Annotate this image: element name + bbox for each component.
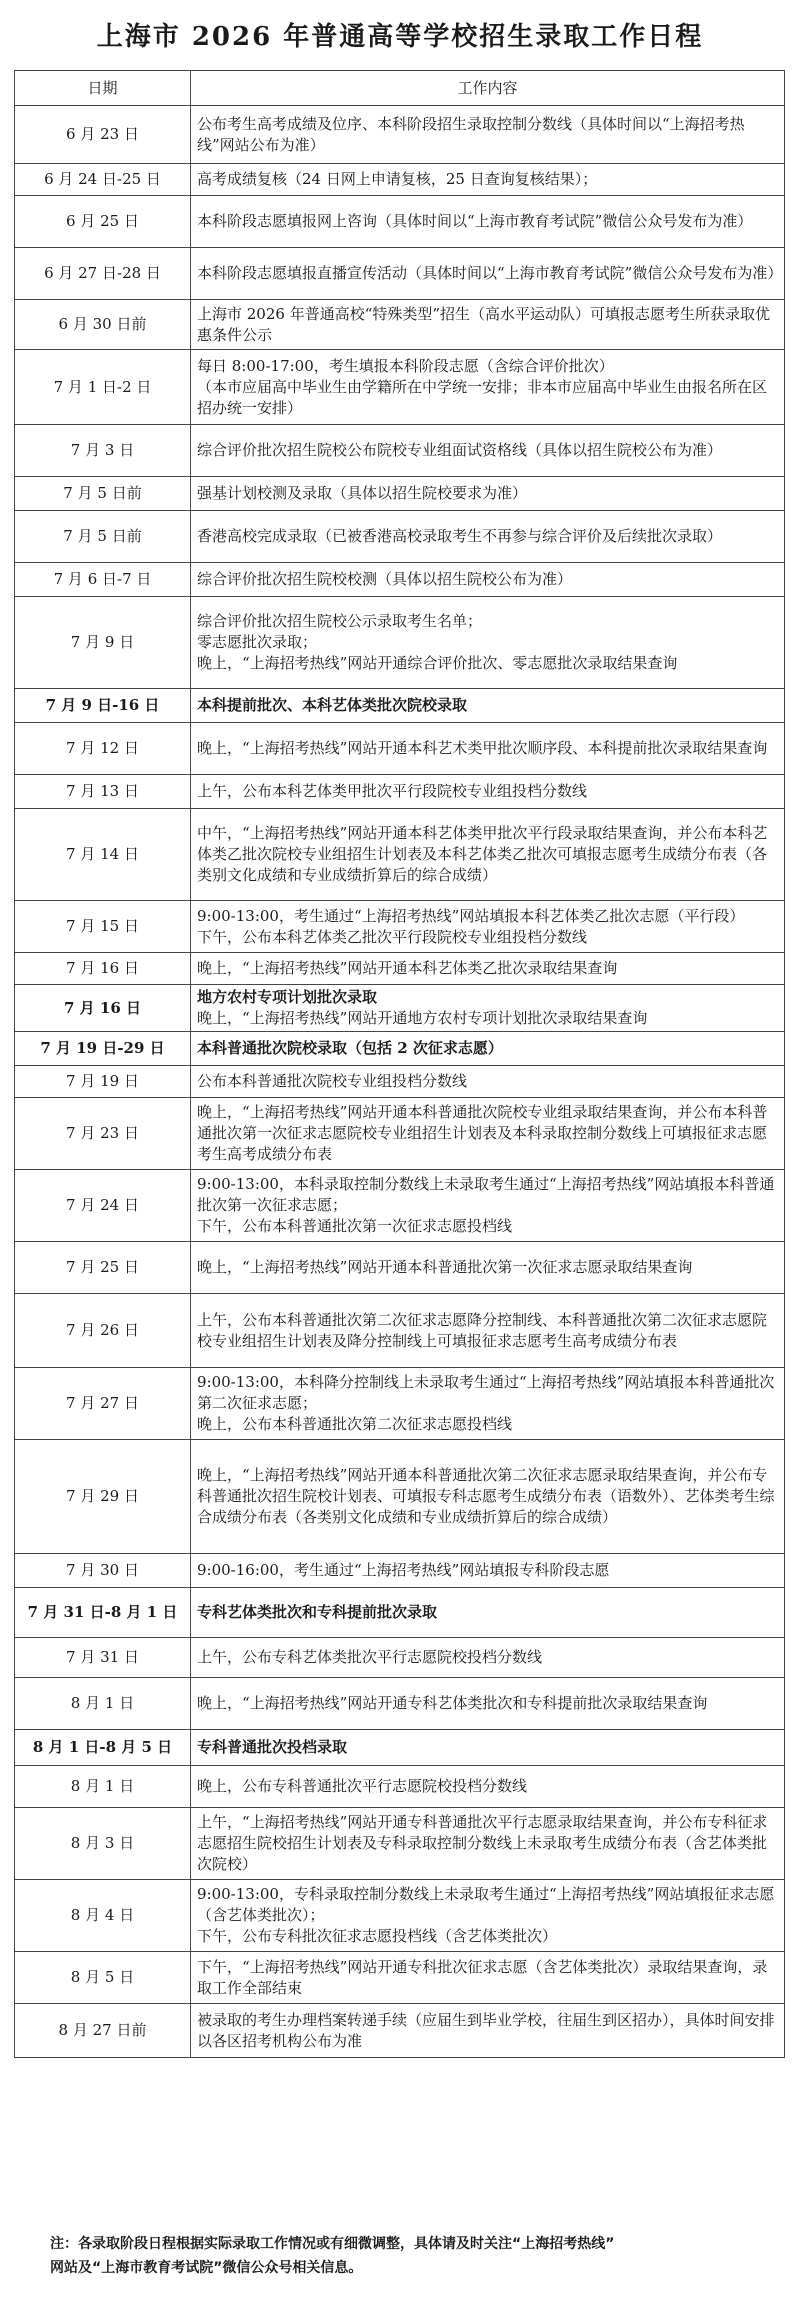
phase-row [15,689,785,723]
footnote-line-2: 网站及“上海市教育考试院”微信公众号相关信息。 [50,2260,363,2276]
row-date: 7 月 25 日 [15,1242,191,1294]
row-content [191,511,785,563]
table-row [15,809,785,901]
row-date: 7 月 5 日前 [15,511,191,563]
row-date: 7 月 16 日 [15,953,191,985]
content-line: 专科普通批次投档录取 [197,1738,348,1756]
table-row [15,1098,785,1170]
row-date: 7 月 14 日 [15,809,191,901]
table-row [15,901,785,953]
row-date: 6 月 30 日前 [15,300,191,350]
row-content [191,164,785,196]
row-content [191,196,785,248]
row-date: 7 月 5 日前 [15,477,191,511]
row-content [191,1766,785,1808]
row-content [191,1032,785,1066]
row-date: 7 月 26 日 [15,1294,191,1368]
row-date: 6 月 23 日 [15,106,191,164]
content-line: 晚上，“上海招考热线”网站开通地方农村专项计划批次录取结果查询 [197,1009,648,1027]
row-date: 7 月 31 日 [15,1638,191,1678]
content-line: 专科艺体类批次和专科提前批次录取 [197,1603,438,1621]
table-row [15,477,785,511]
row-date: 7 月 19 日 [15,1066,191,1098]
content-line: 下午，公布本科普通批次第一次征求志愿投档线 [197,1217,513,1235]
table-row [15,1242,785,1294]
table-row [15,1554,785,1588]
row-content [191,2004,785,2058]
row-date: 8 月 5 日 [15,1952,191,2004]
row-date: 8 月 1 日-8 月 5 日 [15,1730,191,1766]
phase-row [15,1032,785,1066]
table-row [15,1066,785,1098]
row-content [191,723,785,775]
table-row [15,1880,785,1952]
row-date: 7 月 30 日 [15,1554,191,1588]
table-row [15,248,785,300]
content-line: 下午，“上海招考热线”网站开通专科批次征求志愿（含艺体类批次）录取结果查询，录取工作全部结束 [197,1957,768,1997]
content-line: 晚上，公布专科普通批次平行志愿院校投档分数线 [197,1777,528,1795]
row-date: 8 月 1 日 [15,1678,191,1730]
content-line: 综合评价批次招生院校校测（具体以招生院校公布为准） [197,570,573,588]
content-line: 地方农村专项计划批次录取 [197,988,378,1006]
table-row [15,1952,785,2004]
table-row [15,511,785,563]
table-row [15,563,785,597]
content-line: 9:00-13:00，本科录取控制分数线上未录取考生通过“上海招考热线”网站填报本科普通批次第一次征求志愿； [197,1175,775,1214]
content-line: 被录取的考生办理档案转递手续（应届生到毕业学校，往届生到区招办），具体时间安排以各区招考机构公布为准 [197,2010,775,2050]
table-row [15,1678,785,1730]
row-date: 8 月 1 日 [15,1766,191,1808]
row-date: 7 月 3 日 [15,425,191,477]
row-date: 8 月 4 日 [15,1880,191,1952]
table-row [15,106,785,164]
table-row [15,425,785,477]
footnote [50,2232,770,2280]
row-content [191,1952,785,2004]
table-row [15,1170,785,1242]
row-date: 7 月 12 日 [15,723,191,775]
content-line: 9:00-16:00，考生通过“上海招考热线”网站填报专科阶段志愿 [197,1561,610,1579]
row-content [191,1808,785,1880]
content-line: 本科阶段志愿填报直播宣传活动（具体时间以“上海市教育考试院”微信公众号发布为准） [197,264,783,282]
content-line: 零志愿批次录取； [197,633,318,651]
content-line: 每日 8:00-17:00，考生填报本科阶段志愿（含综合评价批次） [197,356,614,375]
row-content [191,1242,785,1294]
row-content [191,597,785,689]
schedule-table [14,70,785,2058]
row-date: 8 月 27 日前 [15,2004,191,2058]
row-date: 7 月 1 日-2 日 [15,350,191,425]
row-content [191,106,785,164]
table-header-row [15,71,785,106]
content-line: 上午，公布专科艺体类批次平行志愿院校投档分数线 [197,1648,543,1666]
footnote-line-1: 注：各录取阶段日程根据实际录取工作情况或有细微调整，具体请及时关注“上海招考热线” [50,2236,615,2252]
row-content [191,425,785,477]
row-content [191,350,785,425]
table-row [15,1440,785,1554]
content-line: 晚上，“上海招考热线”网站开通本科普通批次院校专业组录取结果查询，并公布本科普通批次第一次征求志愿院校专业组招生计划表及本科录取控制分数线上可填报征求志愿考生高考成绩分布表 [197,1103,768,1163]
row-content [191,248,785,300]
row-date: 7 月 16 日 [15,985,191,1032]
row-content [191,809,785,901]
row-date: 7 月 24 日 [15,1170,191,1242]
row-content [191,953,785,985]
content-line: 上海市 2026 年普通高校“特殊类型”招生（高水平运动队）可填报志愿考生所获录取优惠条件公示 [197,304,771,344]
content-line: 晚上，“上海招考热线”网站开通专科艺体类批次和专科提前批次录取结果查询 [197,1694,708,1712]
row-date: 7 月 6 日-7 日 [15,563,191,597]
content-line: 9:00-13:00，专科录取控制分数线上未录取考生通过“上海招考热线”网站填报征求志愿（含艺体类批次）； [197,1885,775,1924]
table-row [15,164,785,196]
row-content [191,1170,785,1242]
row-content [191,1588,785,1638]
table-row [15,1766,785,1808]
row-content [191,1098,785,1170]
row-content [191,901,785,953]
table-row [15,1368,785,1440]
content-line: 9:00-13:00，考生通过“上海招考热线”网站填报本科艺体类乙批次志愿（平行段） [197,906,745,925]
table-row [15,1808,785,1880]
header-date: 日期 [15,71,191,106]
content-line: 综合评价批次招生院校公示录取考生名单； [197,612,483,630]
content-line: 公布考生高考成绩及位序、本科阶段招生录取控制分数线（具体时间以“上海招考热线”网站公布为准） [197,114,745,154]
content-line: 强基计划校测及录取（具体以招生院校要求为准） [197,484,528,502]
content-line: 中午，“上海招考热线”网站开通本科艺体类甲批次平行段录取结果查询，并公布本科艺体类乙批次院校专业组招生计划表及本科艺体类乙批次可填报志愿考生成绩分布表（各类别文化成绩和专业成绩折算后的综合成绩） [197,824,768,884]
content-line: 晚上，“上海招考热线”网站开通综合评价批次、零志愿批次录取结果查询 [197,654,678,672]
row-date: 8 月 3 日 [15,1808,191,1880]
row-content [191,1730,785,1766]
row-date: 7 月 19 日-29 日 [15,1032,191,1066]
row-content [191,477,785,511]
table-row [15,1294,785,1368]
row-content [191,1554,785,1588]
content-line: 晚上，“上海招考热线”网站开通本科艺术类甲批次顺序段、本科提前批次录取结果查询 [197,739,768,757]
table-row [15,775,785,809]
schedule-rows [15,106,785,2058]
table-row [15,953,785,985]
content-line: 香港高校完成录取（已被香港高校录取考生不再参与综合评价及后续批次录取） [197,527,723,545]
row-date: 7 月 15 日 [15,901,191,953]
content-line: 9:00-13:00，本科降分控制线上未录取考生通过“上海招考热线”网站填报本科普通批次第二次征求志愿； [197,1373,775,1412]
content-line: 本科普通批次院校录取（包括 2 次征求志愿） [197,1039,503,1057]
row-date: 7 月 9 日 [15,597,191,689]
row-content [191,1440,785,1554]
content-line: 晚上，“上海招考热线”网站开通本科艺体类乙批次录取结果查询 [197,959,618,977]
table-row [15,2004,785,2058]
table-row [15,300,785,350]
table-row [15,350,785,425]
table-row [15,196,785,248]
content-line: 下午，公布本科艺体类乙批次平行段院校专业组投档分数线 [197,927,588,946]
table-row [15,985,785,1032]
content-line: 上午，“上海招考热线”网站开通专科普通批次平行志愿录取结果查询，并公布专科征求志愿招生院校招生计划表及专科录取控制分数线上未录取考生成绩分布表（含艺体类批次院校） [197,1813,768,1873]
row-date: 6 月 25 日 [15,196,191,248]
content-line: 上午，公布本科普通批次第二次征求志愿降分控制线、本科普通批次第二次征求志愿院校专业组招生计划表及降分控制线上可填报征求志愿考生高考成绩分布表 [197,1310,768,1350]
content-line: 晚上，“上海招考热线”网站开通本科普通批次第二次征求志愿录取结果查询，并公布专科普通批次招生院校计划表、可填报专科志愿考生成绩分布表（语数外）、艺体类考生综合成绩分布表（各类别文化成绩和专业成绩折算后的综合成绩） [197,1466,775,1526]
row-date: 7 月 23 日 [15,1098,191,1170]
row-content [191,1678,785,1730]
row-content [191,689,785,723]
row-content [191,563,785,597]
row-date: 7 月 29 日 [15,1440,191,1554]
row-content [191,775,785,809]
header-content: 工作内容 [191,71,785,106]
row-date: 7 月 31 日-8 月 1 日 [15,1588,191,1638]
row-date: 6 月 27 日-28 日 [15,248,191,300]
row-content [191,1294,785,1368]
content-line: 综合评价批次招生院校公布院校专业组面试资格线（具体以招生院校公布为准） [197,441,723,459]
row-date: 7 月 9 日-16 日 [15,689,191,723]
table-row [15,723,785,775]
row-content [191,1066,785,1098]
content-line: 高考成绩复核（24 日网上申请复核，25 日查询复核结果）； [197,170,598,188]
content-line: （本市应届高中毕业生由学籍所在中学统一安排；非本市应届高中毕业生由报名所在区招办统一安排） [197,377,768,417]
row-date: 7 月 13 日 [15,775,191,809]
table-row [15,597,785,689]
content-line: 下午，公布专科批次征求志愿投档线（含艺体类批次） [197,1927,558,1945]
row-date: 6 月 24 日-25 日 [15,164,191,196]
row-date: 7 月 27 日 [15,1368,191,1440]
content-line: 本科阶段志愿填报网上咨询（具体时间以“上海市教育考试院”微信公众号发布为准） [197,212,753,230]
page-title: 上海市 2026 年普通高等学校招生录取工作日程 [96,22,704,52]
table-row [15,1638,785,1678]
row-content [191,1880,785,1952]
phase-row [15,1730,785,1766]
row-content [191,1638,785,1678]
row-content [191,300,785,350]
content-line: 公布本科普通批次院校专业组投档分数线 [197,1072,468,1090]
phase-row [15,1588,785,1638]
content-line: 晚上，公布本科普通批次第二次征求志愿投档线 [197,1415,513,1433]
row-content [191,985,785,1032]
row-content [191,1368,785,1440]
content-line: 晚上，“上海招考热线”网站开通本科普通批次第一次征求志愿录取结果查询 [197,1258,693,1276]
content-line: 本科提前批次、本科艺体类批次院校录取 [197,696,468,714]
content-line: 上午，公布本科艺体类甲批次平行段院校专业组投档分数线 [197,782,588,800]
